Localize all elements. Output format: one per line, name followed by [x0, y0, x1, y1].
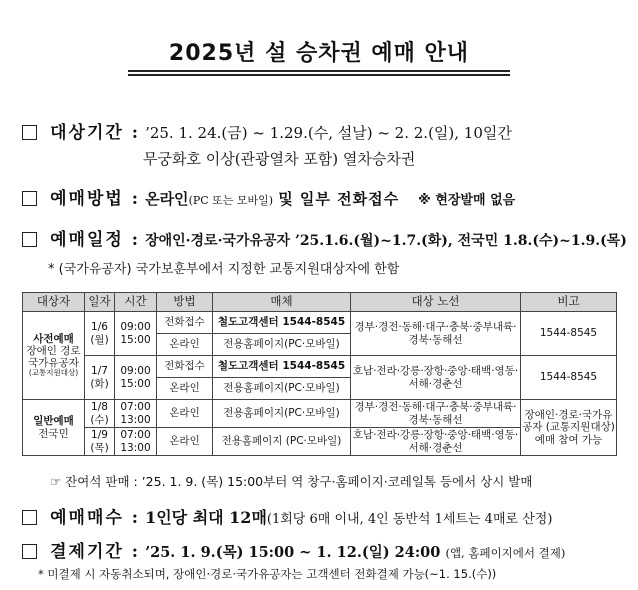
payment-label: 결제기간 : — [50, 542, 140, 562]
cell-date: 1/9 (목) — [85, 428, 115, 456]
schedule-label: 예매일정 : — [50, 230, 140, 250]
schedule-text: 장애인·경로·국가유공자 ’25.1.6.(월)~1.7.(화), 전국민 1.8.(수)~1.9.(목) — [145, 233, 627, 249]
group-general — [23, 400, 85, 456]
cell-time: 07:00 13:00 — [115, 428, 157, 456]
cell-media: 전용홈페이지(PC·모바일) — [213, 334, 351, 356]
cell-media: 철도고객센터 1544-8545 — [213, 356, 351, 378]
cell-route: 경부·경전·동해·대구·충북·중부내륙·경북·동해선 — [351, 312, 521, 356]
table-row — [23, 356, 617, 378]
payment-detail: (앱, 홈페이지에서 결제) — [445, 546, 566, 560]
method-online: 온라인 — [145, 190, 189, 208]
header-note: 비고 — [521, 293, 617, 312]
group-pre — [23, 312, 85, 400]
cell-date: 1/6 (월) — [85, 312, 115, 356]
cell-time: 09:00 15:00 — [115, 312, 157, 356]
header-media: 매체 — [213, 293, 351, 312]
method-rest: 및 일부 전화접수 — [278, 190, 400, 208]
cell-media: 전용홈페이지(PC·모바일) — [213, 378, 351, 400]
schedule-row — [22, 225, 627, 250]
cell-note: 1544-8545 — [521, 312, 617, 356]
remain-note: ☞ 잔여석 판매 : ’25. 1. 9. (목) 15:00부터 역 창구·홈페이지·코레일톡 등에서 상시 발매 — [50, 474, 533, 489]
payment-row — [22, 537, 565, 562]
count-row — [22, 503, 552, 528]
header-time: 시간 — [115, 293, 157, 312]
count-value: 1인당 최대 12매 — [145, 508, 267, 527]
cell-route: 호남·전라·강릉·장항·중앙·태백·영동·서해·경춘선 — [351, 428, 521, 456]
period-label: 대상기간 : — [50, 123, 140, 143]
group-general-sub: 전국민 — [38, 427, 69, 440]
cell-date: 1/8 (수) — [85, 400, 115, 428]
count-label: 예매매수 : — [50, 508, 140, 528]
cell-method: 온라인 — [157, 400, 213, 428]
payment-note: * 미결제 시 자동취소되며, 장애인·경로·국가유공자는 고객센터 전화결제 가능(~1. 15.(수)) — [38, 567, 497, 581]
cell-route: 호남·전라·강릉·장항·중앙·태백·영동·서해·경춘선 — [351, 356, 521, 400]
cell-media: 전용홈페이지 (PC·모바일) — [213, 428, 351, 456]
checkbox-icon — [22, 125, 37, 140]
group-pre-sub2: (교통지원대상) — [28, 368, 79, 378]
group-pre-sub: 장애인 경로 국가유공자 — [26, 345, 81, 370]
cell-date: 1/7 (화) — [85, 356, 115, 400]
table-row — [23, 312, 617, 334]
checkbox-icon — [22, 232, 37, 247]
cell-media: 전용홈페이지(PC·모바일) — [213, 400, 351, 428]
count-detail: (1회당 6매 이내, 4인 동반석 1세트는 4매로 산정) — [266, 512, 553, 527]
header-route: 대상 노선 — [351, 293, 521, 312]
checkbox-icon — [22, 510, 37, 525]
checkbox-icon — [22, 544, 37, 559]
period-dates: ’25. 1. 24.(금) ~ 1.29.(수, 설날) ~ 2. 2.(일), 10일간 — [145, 124, 512, 142]
group-pre-main: 사전예매 — [33, 333, 74, 346]
page-title: 2025년 설 승차권 예매 안내 — [168, 41, 470, 66]
cell-note: 1544-8545 — [521, 356, 617, 400]
schedule-table — [22, 292, 617, 456]
method-row — [22, 184, 515, 209]
method-note: ※ 현장발매 없음 — [418, 193, 516, 208]
cell-method: 전화접수 — [157, 356, 213, 378]
cell-note: 장애인·경로·국가유공자 (교통지원대상) 예매 참여 가능 — [521, 400, 617, 456]
title-underline-2 — [128, 74, 510, 76]
cell-method: 온라인 — [157, 334, 213, 356]
cell-method: 온라인 — [157, 378, 213, 400]
title-underline — [128, 70, 510, 72]
period-detail: 무궁화호 이상(관광열차 포함) 열차승차권 — [143, 150, 416, 168]
period-row — [22, 118, 512, 143]
table-header-row — [23, 293, 617, 312]
cell-route: 경부·경전·동해·대구·충북·중부내륙·경북·동해선 — [351, 400, 521, 428]
method-label: 예매방법 : — [50, 189, 140, 209]
header-date: 일자 — [85, 293, 115, 312]
method-online-sub: (PC 또는 모바일) — [188, 194, 274, 207]
table-row — [23, 400, 617, 428]
cell-time: 07:00 13:00 — [115, 400, 157, 428]
group-general-main: 일반예매 — [33, 415, 74, 428]
schedule-note: * (국가유공자) 국가보훈부에서 지정한 교통지원대상자에 한함 — [48, 262, 400, 277]
cell-media: 철도고객센터 1544-8545 — [213, 312, 351, 334]
cell-method: 전화접수 — [157, 312, 213, 334]
payment-value: ’25. 1. 9.(목) 15:00 ~ 1. 12.(일) 24:00 — [145, 544, 441, 561]
cell-method: 온라인 — [157, 428, 213, 456]
cell-time: 09:00 15:00 — [115, 356, 157, 400]
header-target: 대상자 — [23, 293, 85, 312]
checkbox-icon — [22, 191, 37, 206]
header-method: 방법 — [157, 293, 213, 312]
